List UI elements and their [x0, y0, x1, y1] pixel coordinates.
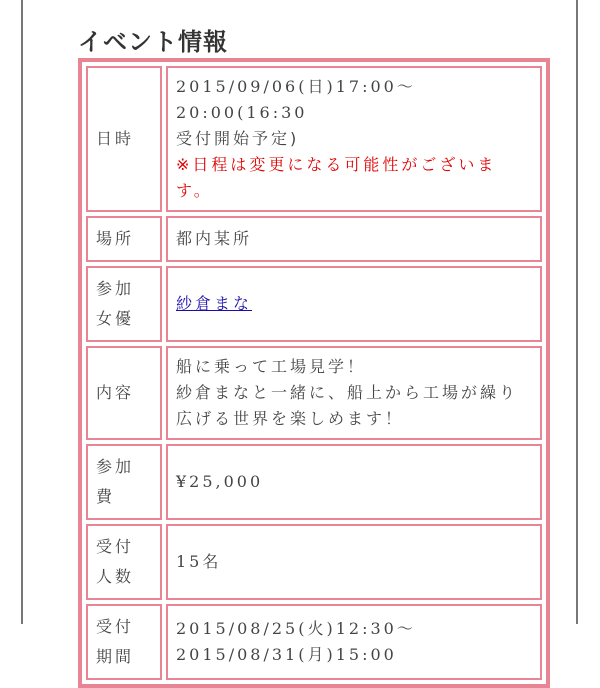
label-fee: 参加費	[86, 444, 162, 520]
datetime-line-1: 2015/09/06(日)17:00〜20:00(16:30	[176, 77, 416, 122]
table-row-capacity	[86, 524, 542, 600]
section-title: イベント情報	[78, 28, 228, 56]
value-actress	[166, 266, 542, 342]
label-actress: 参加女優	[86, 266, 162, 342]
table-row-fee	[86, 444, 542, 520]
table-row-actress	[86, 266, 542, 342]
period-line-2: 2015/08/31(月)15:00	[176, 645, 397, 664]
period-line-1: 2015/08/25(火)12:30〜	[176, 619, 416, 638]
table-row-content	[86, 346, 542, 440]
schedule-change-note: ※日程は変更になる可能性がございます。	[176, 155, 497, 200]
value-fee: ¥25,000	[166, 444, 542, 520]
table-row-period	[86, 604, 542, 680]
event-info-table	[78, 58, 550, 688]
content-frame-left-border	[21, 0, 23, 624]
value-content	[166, 346, 542, 440]
datetime-line-2: 受付開始予定)	[176, 129, 300, 148]
table-row-location	[86, 216, 542, 262]
label-capacity: 受付人数	[86, 524, 162, 600]
label-content: 内容	[86, 346, 162, 440]
content-line-1: 船に乗って工場見学！	[176, 357, 367, 376]
content-frame-right-border	[576, 0, 578, 624]
value-datetime	[166, 66, 542, 212]
label-period: 受付期間	[86, 604, 162, 680]
value-capacity: 15名	[166, 524, 542, 600]
label-location: 場所	[86, 216, 162, 262]
table-row-datetime	[86, 66, 542, 212]
value-period	[166, 604, 542, 680]
actress-link[interactable]: 紗倉まな	[176, 294, 253, 313]
label-datetime: 日時	[86, 66, 162, 212]
value-location: 都内某所	[166, 216, 542, 262]
content-line-2: 紗倉まなと一緒に、船上から工場が繰り広げる世界を楽しめます！	[176, 383, 519, 428]
